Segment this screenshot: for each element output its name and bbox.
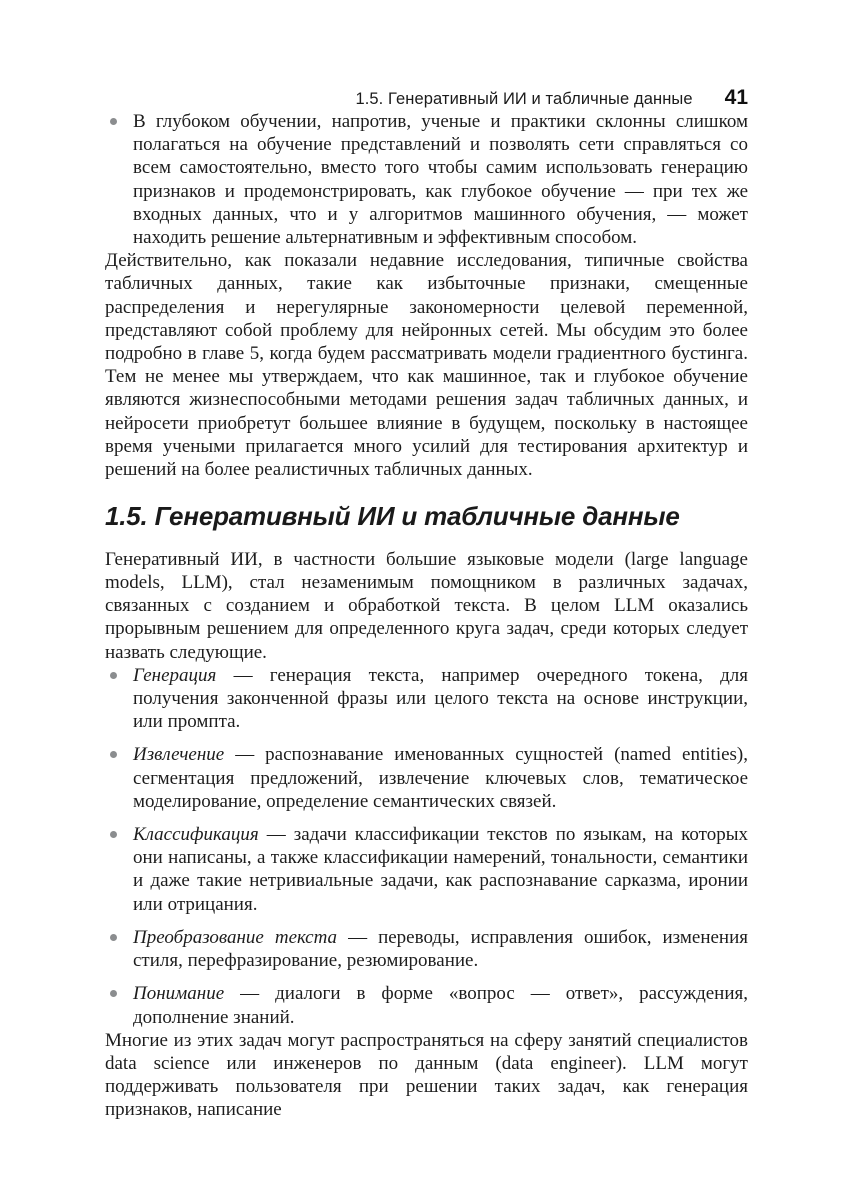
bullet-icon [110, 672, 117, 679]
bullet-icon [110, 990, 117, 997]
bullet-icon [110, 118, 117, 125]
list-item [105, 823, 748, 916]
list-item [105, 982, 748, 1028]
list-item [105, 743, 748, 813]
running-header-title: 1.5. Генеративный ИИ и табличные данные [355, 90, 693, 108]
task-term: Преобразование текста [133, 926, 338, 948]
bullet-icon [110, 934, 117, 941]
task-term: Извлечение [133, 744, 225, 766]
running-header [105, 86, 748, 110]
task-text: — генерация текста, например очередного токена, для получения законченной фразы или целого текста на основе инструкции, или промпта. [133, 664, 748, 733]
list-item-text: В глубоком обучении, напротив, ученые и практики склонны слишком полагаться на обучение представлений и позволять сети справляться со всем самостоятельно, вместо того чтобы самим использовать генерацию признаков и продемонстрировать, как глубокое обучение — при тех же входных данных, что и у алгоритмов машинного обучения, — может находить решение альтернативным и эффективным способом. [133, 111, 748, 249]
section-intro-paragraph: Генеративный ИИ, в частности большие языковые модели (large language models, LLM), стал незаменимым помощником в различных задачах, связанных с созданием и обработкой текста. В целом LLM оказались прорывным решением для определенного круга задач, среди которых следует назвать следующие. [105, 548, 748, 663]
task-text: — диалоги в форме «вопрос — ответ», рассуждения, дополнение знаний. [133, 983, 748, 1028]
task-term: Классификация [133, 824, 259, 846]
task-text: — задачи классификации текстов по языкам, на которых они написаны, а также классификации намерений, тональности, семантики и даже такие нетривиальные задачи, как распознавание сарказма, иронии или отрицания. [133, 824, 748, 915]
task-text: — распознавание именованных сущностей (named entities), сегментация предложений, извлечение ключевых слов, тематическое моделирование, определение семантических связей. [133, 744, 749, 812]
task-term: Генерация [133, 664, 217, 686]
list-item [105, 664, 748, 734]
bullet-icon [110, 831, 117, 838]
bullet-icon [110, 751, 117, 758]
tasks-bullet-list [105, 664, 748, 1029]
lead-bullet-list [105, 110, 748, 249]
section-heading: 1.5. Генеративный ИИ и табличные данные [105, 501, 680, 532]
page-body [105, 110, 748, 1122]
task-text: — переводы, исправления ошибок, изменения стиля, перефразирование, резюмирование. [133, 926, 748, 972]
page-number: 41 [724, 86, 748, 109]
list-item [105, 110, 748, 249]
list-item [105, 926, 748, 972]
closing-paragraph: Многие из этих задач могут распространяться на сферу занятий специалистов data science или инженеров по данным (data engineer). LLM могут поддерживать пользователя при решении таких задач, как генерация признаков, написание [105, 1029, 748, 1121]
paragraph: Действительно, как показали недавние исследования, типичные свойства табличных данных, такие как избыточные признаки, смещенные распределения и нерегулярные закономерности целевой переменной, представляют собой проблему для нейронных сетей. Мы обсудим это более подробно в главе 5, когда будем рассматривать модели градиентного бустинга. Тем не менее мы утверждаем, что как машинное, так и глубокое обучение являются жизнеспособными методами решения задач табличных данных, и нейросети приобретут большее влияние в будущем, поскольку в настоящее время учеными прилагается много усилий для тестирования архитектур и решений на более реалистичных табличных данных. [105, 250, 748, 481]
task-term: Понимание [133, 983, 225, 1005]
